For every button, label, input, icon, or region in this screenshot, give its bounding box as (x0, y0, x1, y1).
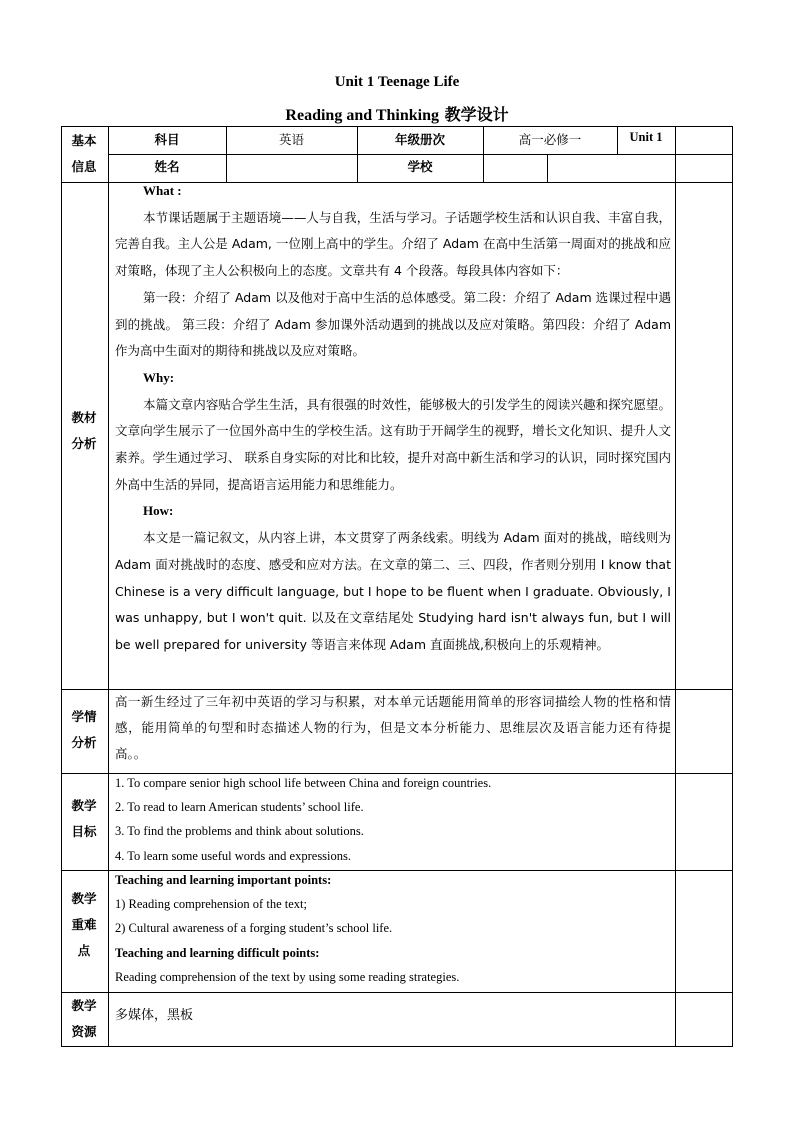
how-heading: How: (143, 503, 174, 519)
unit-value: Unit 1 (629, 130, 663, 144)
subject-value: 英语 (278, 132, 304, 147)
material-analysis-content (115, 178, 671, 659)
objective-item: 2. To read to learn American students’ school life. (115, 800, 364, 815)
resources-text: 多媒体，黑板 (115, 1008, 194, 1023)
difficult-point: Reading comprehension of the text by using some reading strategies. (115, 969, 460, 984)
what-paragraph-2: 第一段：介绍了 Adam 以及他对于高中生活的总体感受。第二段：介绍了 Adam 选课过程中遇到的挑战。 第三段：介绍了 Adam 参加课外活动遇到的挑战以及应对策略。第四段：介绍了 Adam 作为高中生面对的期待和挑战以及应对策略。 (115, 289, 671, 359)
objective-item: 4. To learn some useful words and expressions. (115, 848, 352, 863)
material-analysis-label: 教材 分析 (71, 410, 97, 451)
why-heading: Why: (143, 369, 175, 385)
subtitle-english: Reading and Thinking (285, 107, 439, 124)
subtitle-chinese: 教学设计 (444, 105, 509, 124)
school-label: 学校 (407, 159, 433, 174)
learner-analysis-label: 学情 分析 (71, 709, 97, 750)
difficult-points-heading: Teaching and learning difficult points: (115, 945, 320, 960)
key-points-content (115, 868, 671, 989)
resources-label: 教学 资源 (71, 998, 97, 1039)
objective-item: 3. To find the problems and think about solutions. (115, 824, 364, 839)
what-paragraph-1: 本节课话题属于主题语境——人与自我，生活与学习。子话题学校生活和认识自我、丰富自我，完善自我。主人公是 Adam, 一位刚上高中的学生。介绍了 Adam 在高中生活第一周面对的挑战和应对策略，体现了主人公积极向上的态度。文章共有 4 个段落。每段具体内容如下： (115, 209, 671, 279)
objectives-label: 教学 目标 (71, 798, 97, 839)
document-title: Unit 1 Teenage Life (334, 74, 460, 90)
basic-info-label: 基本 信息 (71, 133, 97, 174)
name-label: 姓名 (154, 159, 180, 174)
document-subtitle (0, 102, 794, 125)
how-paragraph: 本文是一篇记叙文，从内容上讲，本文贯穿了两条线索。明线为 Adam 面对的挑战，暗线则为 Adam 面对挑战时的态度、感受和应对方法。在文章的第二、三、四段，作者则分别用 I know that Chinese is a very difficult language, but I hope to be fluent when I graduate. Obviously, I was unhappy, but I won't quit. 以及在文章结尾处 Studying hard isn't always fun, but I will be well prepared for university 等语言来体现 Adam 直面挑战,积极向上的乐观精神。 (115, 530, 671, 652)
objectives-list (115, 771, 671, 868)
grade-value: 高一必修一 (518, 132, 582, 147)
learner-analysis-text: 高一新生经过了三年初中英语的学习与积累，对本单元话题能用简单的形容词描绘人物的性格和情感，能用简单的句型和时态描述人物的行为，但是文本分析能力、思维层次及语言能力还有待提高。。 (115, 694, 671, 761)
important-point: 1) Reading comprehension of the text; (115, 897, 307, 912)
important-point: 2) Cultural awareness of a forging student’s school life. (115, 921, 393, 936)
why-paragraph: 本篇文章内容贴合学生生活，具有很强的时效性，能够极大的引发学生的阅读兴趣和探究愿望。文章向学生展示了一位国外高中生的学校生活。这有助于开阔学生的视野，增长文化知识、提升人文素养。学生通过学习、 联系自身实际的对比和比较，提升对高中新生活和学习的认识，同时探究国内外高中生活的异同，提高语言运用能力和思维能力。 (115, 396, 671, 492)
grade-label: 年级册次 (394, 132, 445, 147)
subject-label: 科目 (154, 132, 180, 147)
important-points-heading: Teaching and learning important points: (115, 873, 332, 887)
key-points-label: 教学 重难 点 (71, 891, 97, 958)
what-heading: What : (143, 183, 182, 198)
objective-item: 1. To compare senior high school life between China and foreign countries. (115, 776, 492, 790)
